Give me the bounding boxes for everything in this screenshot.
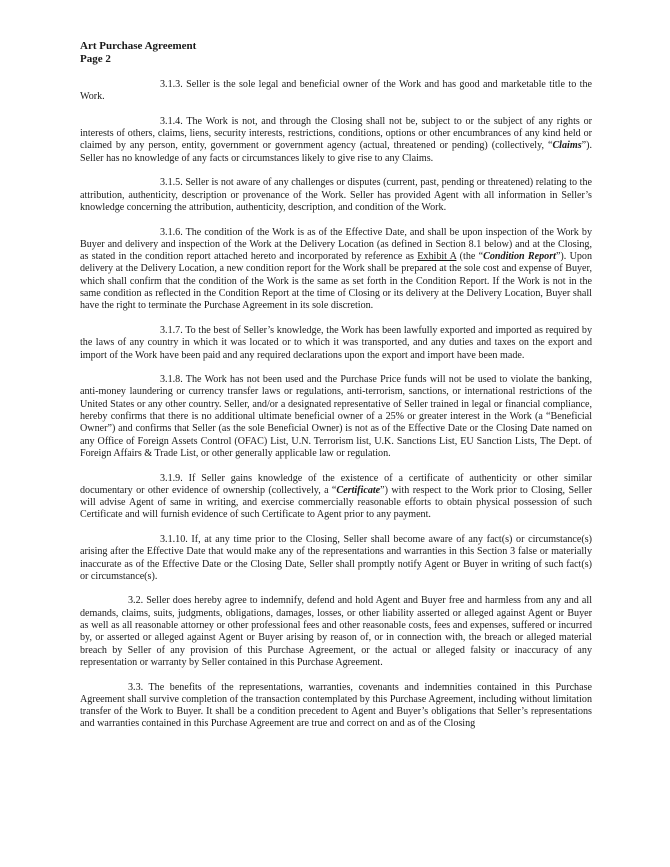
paragraph-text: (the “ <box>456 251 484 263</box>
page-header <box>80 40 196 66</box>
paragraph-text: 3.1.10. If, at any time prior to the Closing, Seller shall become aware of any fact(s) or circumstance(s) arising after the Effective Date that would make any of the representations and warranties in this Section 3 false or materially inaccurate as of the Effective Date or the Closing Date, Seller shall promptly notify Agent or Buyer in writing of such fact(s) or circumstance(s). <box>80 533 592 582</box>
section-3-1-8-paragraph <box>80 374 592 460</box>
paragraph-text: ”). Seller has no knowledge of any facts or circumstances likely to give rise to any Claims. <box>80 140 592 164</box>
section-3-3-paragraph <box>80 682 592 731</box>
paragraph-text: 3.1.8. The Work has not been used and the Purchase Price funds will not be used to violate the banking, anti-money laundering or currency transfer laws or regulations, anti-terrorism, sanctions, or international restrictions of the United States or any other country. Seller, and/or a designated representative of Seller trained in legal or financial compliance, hereby confirms that there is no additional ultimate beneficial owner of a 25% or greater interest in the Work (a “Beneficial Owner”) and confirms that Seller (as the sole Beneficial Owner) is not as of the Effective Date or the Closing Date named on any Office of Foreign Assets Control (OFAC) List, U.N. Terrorism list, U.K. Sanctions List, EU Sanction Lists, The Dept. of Foreign Affairs & Trade List, or other generally applicable law or regulation. <box>80 374 592 459</box>
section-3-1-9-paragraph <box>80 473 592 522</box>
section-3-1-7-paragraph <box>80 325 592 362</box>
section-3-1-6-paragraph <box>80 227 592 313</box>
paragraph-text: 3.1.9. If Seller gains knowledge of the existence of a certificate of authenticity or other similar documentary or other evidence of ownership (collectively, a “ <box>80 472 592 496</box>
defined-term: Condition Report <box>483 251 556 263</box>
section-3-1-4-paragraph <box>80 116 592 165</box>
document-title: Art Purchase Agreement <box>80 40 197 52</box>
page-number: Page 2 <box>80 53 111 65</box>
paragraph-text: ”). Upon delivery at the Delivery Location, a new condition report for the Work shall be prepared at the sole cost and expense of Buyer, which shall confirm that the condition of the Work is the same as set forth in the Condition Report. If the Work is not in the same condition as reflected in the Condition Report at the time of Closing or its delivery at the Delivery Location, Buyer shall have the right to terminate the Purchase Agreement in its sole discretion. <box>80 251 593 312</box>
paragraph-text: 3.1.6. The condition of the Work is as of the Effective Date, and shall be upon inspection of the Work by Buyer and delivery and inspection of the Work at the Delivery Location (as defined in Section 8.1 below) and at the Closing, as stated in the condition report attached hereto and incorporated by reference as <box>80 226 592 263</box>
paragraph-text: 3.3. The benefits of the representations, warranties, covenants and indemnities contained in this Purchase Agreement shall survive completion of the transaction contemplated by this Purchase Agreement, including without limitation transfer of the Work to Buyer. It shall be a condition precedent to Agent and Buyer’s obligations that Seller’s representations and warranties contained in this Purchase Agreement are true and correct on and as of the Closing <box>80 681 592 730</box>
paragraph-text: 3.1.4. The Work is not, and through the Closing shall not be, subject to or the subject of any rights or interests of others, claims, liens, security interests, restrictions, conditions, options or other encumbrances of any kind held or claimed by any person, entity, government or government agency (actual, threatened or pending) (collectively, “ <box>80 115 592 152</box>
section-3-2-paragraph <box>80 595 592 669</box>
document-body <box>80 79 592 743</box>
paragraph-text: 3.1.7. To the best of Seller’s knowledge, the Work has been lawfully exported and imported as required by the laws of any country in which it was located or to which it was transported, and any duties and taxes on the export and import of the Work have been paid and any required declarations upon the export and import have been made. <box>80 324 592 361</box>
paragraph-text: 3.1.5. Seller is not aware of any challenges or disputes (current, past, pending or threatened) relating to the attribution, authenticity, description or provenance of the Work. Seller has provided Agent with all information in Seller’s knowledge concerning the attribution, authenticity, description, and condition of the Work. <box>80 177 592 213</box>
paragraph-text: 3.1.3. Seller is the sole legal and beneficial owner of the Work and has good and marketable title to the Work. <box>80 79 592 103</box>
section-3-1-5-paragraph <box>80 177 592 214</box>
section-3-1-3-paragraph <box>80 79 592 104</box>
exhibit-reference: Exhibit A <box>417 251 457 263</box>
paragraph-text: ”) with respect to the Work prior to Closing, Seller will advise Agent of same in writing, and exercise commercially reasonable efforts to obtain physical possession of such Certificate and will furnish evidence of such Certificate to Agent prior to any payment. <box>80 484 593 521</box>
paragraph-text: 3.2. Seller does hereby agree to indemnify, defend and hold Agent and Buyer free and harmless from any and all demands, claims, suits, judgments, obligations, damages, losses, or other liability asserted or alleged against Agent or Buyer as well as all reasonable attorney or other professional fees and other reasonable costs, fees and expenses, suffered or incurred by, or asserted or alleged against Agent or Buyer arising by reason of, or in connection with, the breach or alleged material breach by Seller of any provision of this Purchase Agreement, or the actual or alleged falsity or inaccuracy of any representation or warranty by Seller contained in this Purchase Agreement. <box>80 595 592 668</box>
section-3-1-10-paragraph <box>80 534 592 583</box>
defined-term: Certificate <box>336 484 381 496</box>
defined-term: Claims <box>552 140 582 152</box>
